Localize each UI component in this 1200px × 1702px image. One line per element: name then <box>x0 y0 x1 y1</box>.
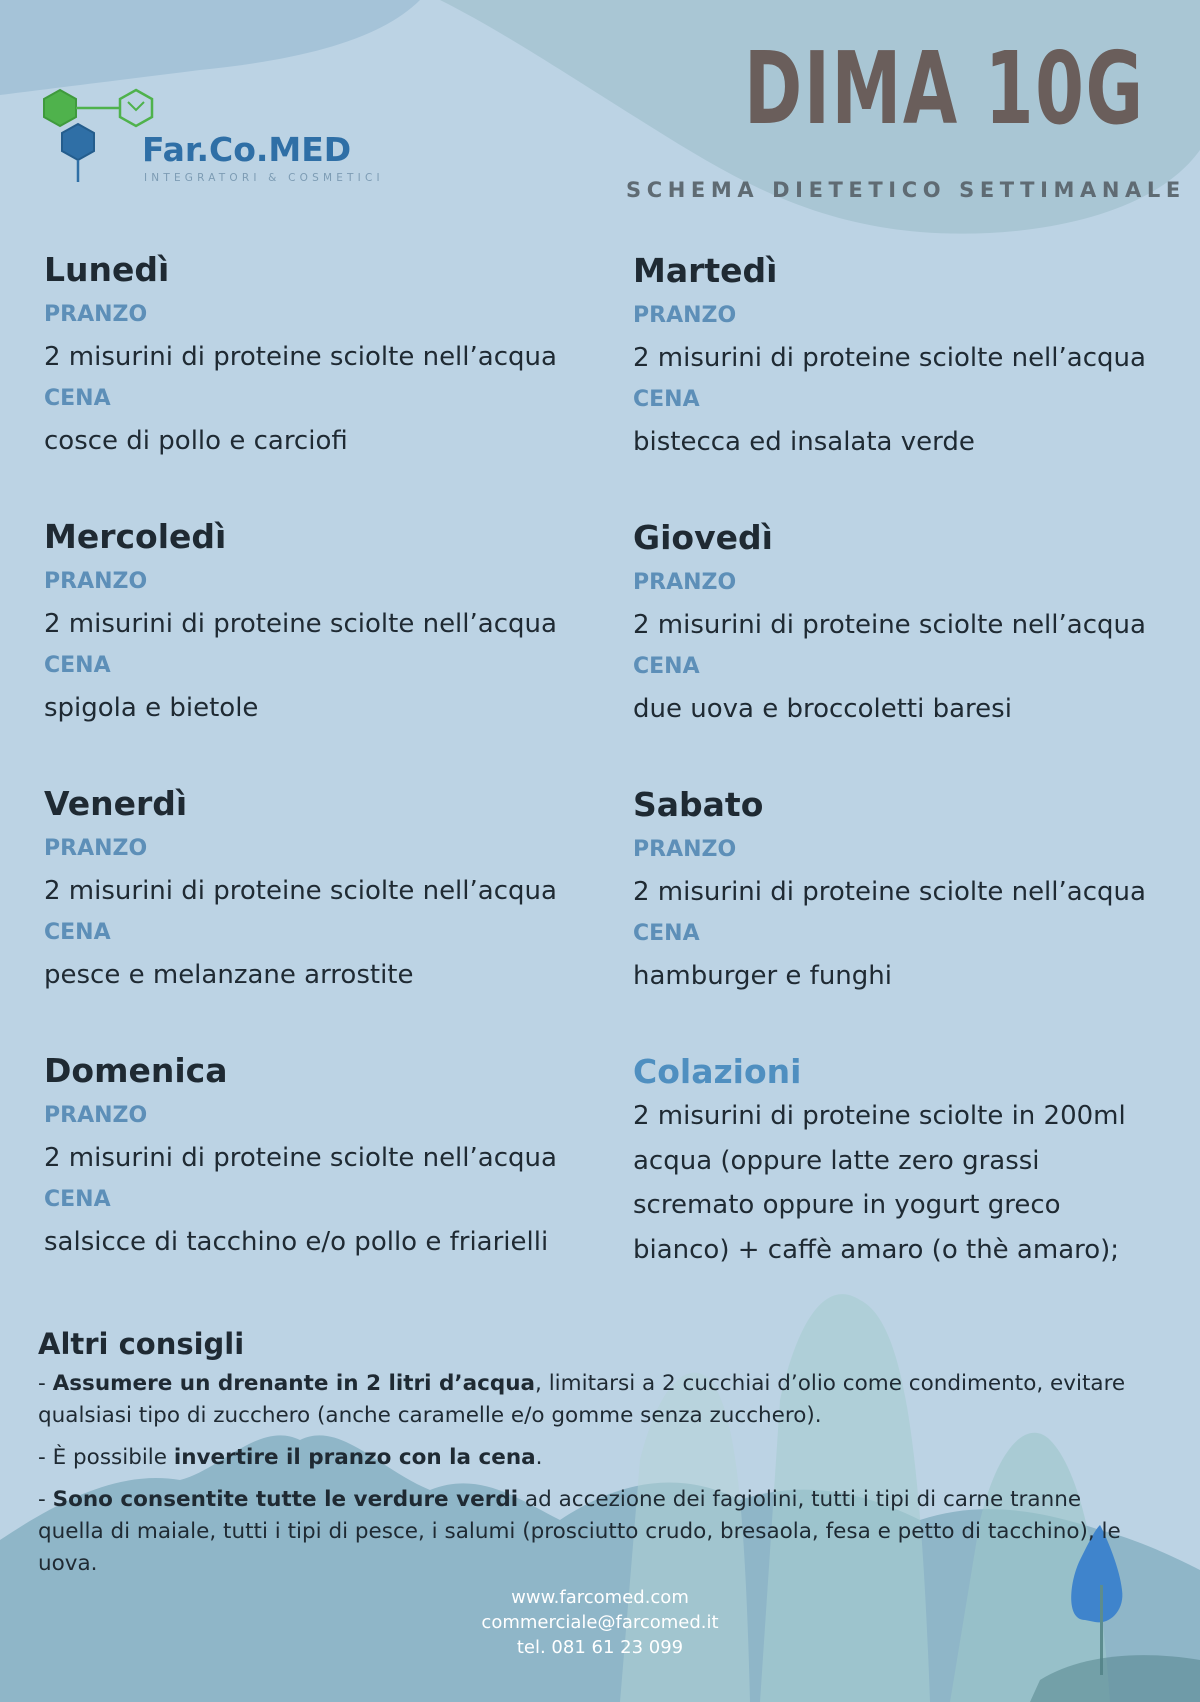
dinner-label: CENA <box>633 654 700 679</box>
lunch-label: PRANZO <box>44 302 148 327</box>
tip-prefix: - <box>38 1487 53 1512</box>
tip-prefix: - È possibile <box>38 1445 174 1470</box>
breakfast-line: acqua (oppure latte zero grassi <box>633 1145 1040 1176</box>
lunch-label: PRANZO <box>633 837 737 862</box>
breakfast-card <box>633 1052 1173 1272</box>
logo-text: Far.Co.MED <box>142 130 352 169</box>
tip-item <box>38 1484 1138 1580</box>
dinner-text: due uova e broccoletti baresi <box>633 694 1012 724</box>
website-link[interactable]: www.farcomed.com <box>511 1587 689 1608</box>
page-subtitle: SCHEMA DIETETICO SETTIMANALE <box>626 178 1186 202</box>
footer-contacts <box>400 1585 800 1660</box>
lunch-text: 2 misurini di proteine sciolte nell’acqua <box>633 610 1146 640</box>
day-title: Sabato <box>633 785 764 824</box>
tips-section <box>38 1326 1138 1590</box>
lunch-label: PRANZO <box>633 303 737 328</box>
day-card-lunedi <box>44 250 584 458</box>
breakfast-line: 2 misurini di proteine sciolte in 200ml <box>633 1101 1126 1131</box>
day-card-martedi <box>633 251 1173 459</box>
lunch-label: PRANZO <box>44 569 148 594</box>
day-title: Lunedì <box>44 250 170 289</box>
tip-rest: . <box>535 1445 543 1470</box>
dinner-text: hamburger e funghi <box>633 961 892 991</box>
day-card-sabato <box>633 785 1173 993</box>
tip-item <box>38 1442 1138 1474</box>
breakfast-line: scremato oppure in yogurt greco <box>633 1190 1061 1220</box>
tips-title: Altri consigli <box>38 1327 245 1361</box>
breakfast-text <box>633 1094 1173 1272</box>
day-title: Martedì <box>633 251 778 290</box>
day-title: Venerdì <box>44 784 188 823</box>
day-card-venerdi <box>44 784 584 992</box>
breakfast-line: bianco) + caffè amaro (o thè amaro); <box>633 1234 1120 1265</box>
lunch-text: 2 misurini di proteine sciolte nell’acqua <box>44 1143 557 1173</box>
day-title: Mercoledì <box>44 517 227 556</box>
dinner-label: CENA <box>633 387 700 412</box>
day-title: Giovedì <box>633 518 773 557</box>
day-title: Domenica <box>44 1051 228 1090</box>
day-card-domenica <box>44 1051 584 1259</box>
tip-item <box>38 1368 1138 1432</box>
tip-bold: Sono consentite tutte le verdure verdi <box>52 1487 519 1512</box>
dinner-label: CENA <box>44 386 111 411</box>
company-logo <box>40 86 384 186</box>
logo-tagline: INTEGRATORI & COSMETICI <box>144 172 384 184</box>
dinner-label: CENA <box>633 921 700 946</box>
email-link[interactable]: commerciale@farcomed.it <box>481 1612 719 1633</box>
dinner-label: CENA <box>44 653 111 678</box>
dinner-text: cosce di pollo e carciofi <box>44 426 348 456</box>
day-card-mercoledi <box>44 517 584 725</box>
tip-rest: , limitarsi a 2 cucchiai d’olio come condimento, evitare qualsiasi tipo di zucchero (anche caramelle e/o gomme senza zucchero). <box>38 1371 1126 1428</box>
lunch-label: PRANZO <box>44 836 148 861</box>
dinner-text: pesce e melanzane arrostite <box>44 960 414 990</box>
dinner-label: CENA <box>44 920 111 945</box>
lunch-text: 2 misurini di proteine sciolte nell’acqua <box>44 342 557 372</box>
dinner-label: CENA <box>44 1187 111 1212</box>
dinner-text: spigola e bietole <box>44 693 259 723</box>
tip-bold: invertire il pranzo con la cena <box>173 1445 536 1470</box>
dinner-text: bistecca ed insalata verde <box>633 427 975 457</box>
tip-prefix: - <box>38 1371 53 1396</box>
page-title: DIMA 10G <box>744 30 1145 147</box>
dinner-text: salsicce di tacchino e/o pollo e friarielli <box>44 1227 549 1257</box>
day-card-giovedi <box>633 518 1173 726</box>
lunch-text: 2 misurini di proteine sciolte nell’acqua <box>633 343 1146 373</box>
phone-text: tel. 081 61 23 099 <box>516 1637 684 1658</box>
lunch-label: PRANZO <box>44 1103 148 1128</box>
tip-rest: ad accezione dei fagiolini, tutti i tipi di carne tranne quella di maiale, tutti i tipi di pesce, i salumi (prosciutto crudo, bresaola, fesa e petto di tacchino), le uova. <box>38 1487 1121 1576</box>
lunch-label: PRANZO <box>633 570 737 595</box>
lunch-text: 2 misurini di proteine sciolte nell’acqua <box>44 876 557 906</box>
breakfast-title: Colazioni <box>633 1052 802 1091</box>
lunch-text: 2 misurini di proteine sciolte nell’acqua <box>44 609 557 639</box>
lunch-text: 2 misurini di proteine sciolte nell’acqua <box>633 877 1146 907</box>
tip-bold: Assumere un drenante in 2 litri d’acqua <box>52 1371 536 1396</box>
